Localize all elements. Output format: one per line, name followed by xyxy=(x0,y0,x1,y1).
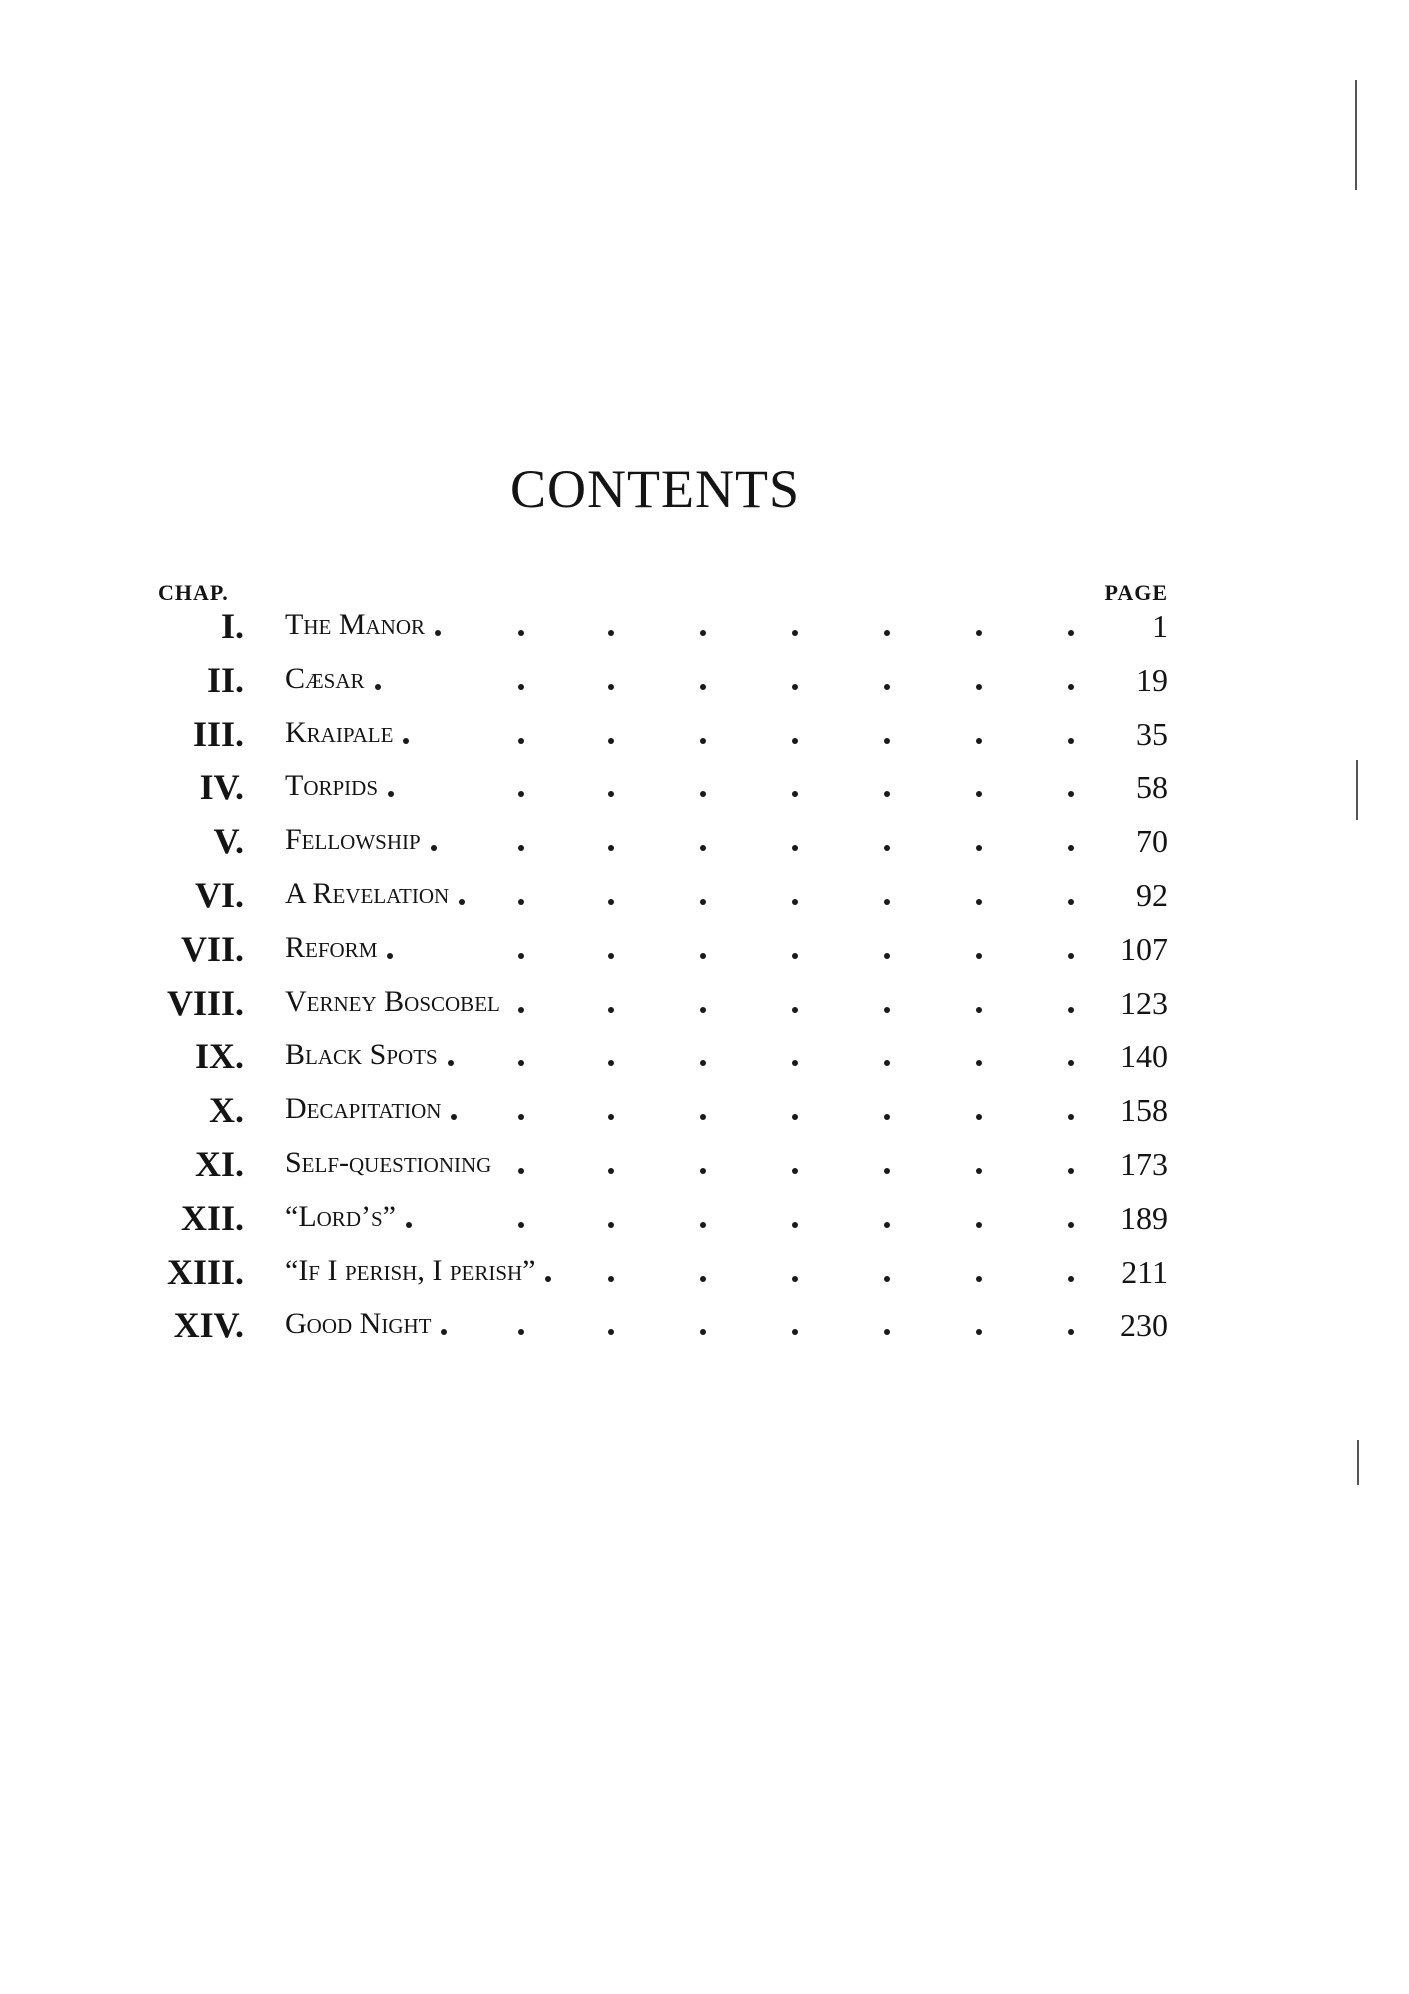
chapter-column-header: CHAP. xyxy=(158,580,229,605)
leader-dot xyxy=(976,738,982,744)
leader-dot xyxy=(459,899,465,905)
leader-dot xyxy=(884,1168,890,1174)
leader-dot xyxy=(884,684,890,690)
leader-dot xyxy=(884,791,890,797)
chapter-title: “Lord’s” xyxy=(285,1199,396,1233)
leader-dot xyxy=(406,1222,412,1228)
chapter-numeral: II. xyxy=(206,659,244,700)
leader-dot xyxy=(608,791,614,797)
leader-dot xyxy=(608,630,614,636)
toc-entry xyxy=(0,977,1409,1031)
leader-dot xyxy=(435,630,441,636)
leader-dot xyxy=(884,899,890,905)
chapter-title: The Manor xyxy=(285,608,425,641)
leader-dot xyxy=(431,845,437,851)
page-column-header: PAGE xyxy=(1104,580,1168,605)
leader-dot xyxy=(518,1222,524,1228)
leader-dot xyxy=(1068,1060,1074,1066)
leader-dot xyxy=(884,1276,890,1282)
leader-dot xyxy=(1068,1007,1074,1013)
leader-dot xyxy=(388,791,394,797)
leader-dot xyxy=(700,1007,706,1013)
chapter-page-number: 35 xyxy=(1136,715,1168,752)
chapter-title: Cæsar xyxy=(285,661,365,695)
chapter-title: Good Night xyxy=(285,1307,432,1341)
leader-dot xyxy=(545,1276,551,1282)
leader-dot xyxy=(884,953,890,959)
leader-dot xyxy=(792,899,798,905)
toc-entry xyxy=(0,1299,1409,1353)
toc-entry xyxy=(0,1084,1409,1138)
chapter-numeral: X. xyxy=(209,1090,244,1131)
scan-edge-mark xyxy=(1357,1440,1359,1485)
chapter-numeral: I. xyxy=(220,606,244,646)
leader-dot xyxy=(608,1276,614,1282)
chapter-numeral: VIII. xyxy=(166,982,244,1023)
chapter-page-number: 70 xyxy=(1136,823,1168,860)
leader-dot xyxy=(976,1007,982,1013)
leader-dot xyxy=(518,1168,524,1174)
leader-dot xyxy=(518,953,524,959)
leader-dot xyxy=(518,684,524,690)
toc-entry xyxy=(0,761,1409,815)
leader-dot xyxy=(792,630,798,636)
leader-dot xyxy=(700,1168,706,1174)
leader-dot xyxy=(608,1168,614,1174)
chapter-numeral: IV. xyxy=(199,767,244,808)
leader-dot xyxy=(518,1060,524,1066)
leader-dot xyxy=(884,1007,890,1013)
leader-dot xyxy=(884,1329,890,1335)
leader-dot xyxy=(608,899,614,905)
chapter-numeral: IX. xyxy=(194,1036,244,1077)
chapter-title: Verney Boscobel xyxy=(285,984,500,1018)
leader-dot xyxy=(608,845,614,851)
leader-dot xyxy=(375,684,381,690)
leader-dot xyxy=(976,791,982,797)
chapter-numeral: VII. xyxy=(180,928,244,969)
leader-dot xyxy=(792,1007,798,1013)
toc-entry xyxy=(0,815,1409,869)
chapter-page-number: 158 xyxy=(1120,1092,1168,1129)
leader-dot xyxy=(792,791,798,797)
leader-dot xyxy=(976,684,982,690)
leader-dot xyxy=(792,845,798,851)
leader-dot xyxy=(700,1276,706,1282)
chapter-page-number: 173 xyxy=(1120,1145,1168,1182)
chapter-page-number: 140 xyxy=(1120,1038,1168,1075)
leader-dot xyxy=(884,1114,890,1120)
leader-dot xyxy=(884,845,890,851)
leader-dot xyxy=(608,1007,614,1013)
chapter-page-number: 189 xyxy=(1120,1199,1168,1236)
leader-dot xyxy=(976,899,982,905)
chapter-title: Kraipale xyxy=(285,715,394,749)
scan-edge-mark xyxy=(1355,80,1357,190)
leader-dot xyxy=(608,1222,614,1228)
leader-dot xyxy=(1068,1276,1074,1282)
chapter-title: Reform xyxy=(285,930,378,964)
leader-dot xyxy=(1068,899,1074,905)
leader-dot xyxy=(1068,684,1074,690)
leader-dot xyxy=(700,1222,706,1228)
toc-entry xyxy=(0,600,1409,654)
leader-dot xyxy=(518,630,524,636)
leader-dot xyxy=(976,1060,982,1066)
chapter-numeral: VI. xyxy=(194,874,244,915)
chapter-title: Torpids xyxy=(285,769,379,803)
chapter-numeral: XIV. xyxy=(173,1305,244,1346)
leader-dot xyxy=(700,1329,706,1335)
leader-dot xyxy=(976,1222,982,1228)
scan-edge-mark xyxy=(1356,760,1358,820)
chapter-numeral: V. xyxy=(213,821,244,862)
leader-dot xyxy=(976,1329,982,1335)
leader-dot xyxy=(792,1329,798,1335)
chapter-numeral: XI. xyxy=(194,1143,244,1184)
toc-entry xyxy=(0,923,1409,977)
leader-dot xyxy=(700,738,706,744)
leader-dot xyxy=(884,1060,890,1066)
leader-dot xyxy=(1068,1222,1074,1228)
toc-entry xyxy=(0,1030,1409,1084)
leader-dot xyxy=(700,630,706,636)
leader-dot xyxy=(387,953,393,959)
leader-dot xyxy=(792,738,798,744)
leader-dot xyxy=(608,1114,614,1120)
toc-entry xyxy=(0,708,1409,762)
chapter-title: “If I perish, I perish” xyxy=(285,1253,536,1287)
toc-entry xyxy=(0,1138,1409,1192)
table-of-contents xyxy=(0,600,1409,1353)
leader-dot xyxy=(518,1329,524,1335)
leader-dot xyxy=(451,1114,457,1120)
chapter-page-number: 107 xyxy=(1120,930,1168,967)
leader-dot xyxy=(608,738,614,744)
leader-dot xyxy=(608,684,614,690)
chapter-page-number: 19 xyxy=(1136,661,1168,698)
chapter-title: Decapitation xyxy=(285,1092,442,1126)
leader-dot xyxy=(608,953,614,959)
leader-dot xyxy=(1068,845,1074,851)
chapter-page-number: 211 xyxy=(1121,1253,1168,1290)
leader-dot xyxy=(976,845,982,851)
leader-dot xyxy=(1068,791,1074,797)
chapter-page-number: 230 xyxy=(1120,1307,1168,1344)
leader-dot xyxy=(1068,1168,1074,1174)
leader-dot xyxy=(976,953,982,959)
leader-dot xyxy=(792,1168,798,1174)
leader-dot xyxy=(1068,953,1074,959)
chapter-title: A Revelation xyxy=(285,876,450,910)
leader-dot xyxy=(518,845,524,851)
leader-dot xyxy=(1068,738,1074,744)
leader-dot xyxy=(792,1222,798,1228)
leader-dot xyxy=(518,1114,524,1120)
leader-dot xyxy=(518,738,524,744)
chapter-numeral: XIII. xyxy=(166,1251,244,1292)
chapter-page-number: 123 xyxy=(1120,984,1168,1021)
leader-dot xyxy=(608,1329,614,1335)
chapter-title: Black Spots xyxy=(285,1038,438,1072)
leader-dot xyxy=(700,953,706,959)
leader-dot xyxy=(403,738,409,744)
leader-dot xyxy=(976,1114,982,1120)
chapter-numeral: XII. xyxy=(180,1197,244,1238)
chapter-page-number: 58 xyxy=(1136,769,1168,806)
leader-dot xyxy=(884,1222,890,1228)
leader-dot xyxy=(792,953,798,959)
chapter-numeral: III. xyxy=(192,713,244,754)
toc-entry xyxy=(0,1246,1409,1300)
chapter-page-number: 1 xyxy=(1152,608,1168,644)
leader-dot xyxy=(518,1007,524,1013)
toc-entry xyxy=(0,869,1409,923)
leader-dot xyxy=(1068,1114,1074,1120)
leader-dot xyxy=(608,1060,614,1066)
leader-dot xyxy=(700,791,706,797)
chapter-page-number: 92 xyxy=(1136,876,1168,913)
leader-dot xyxy=(976,630,982,636)
leader-dot xyxy=(976,1276,982,1282)
leader-dot xyxy=(792,1276,798,1282)
page-title: CONTENTS xyxy=(510,459,800,519)
chapter-title: Self-questioning xyxy=(285,1145,492,1179)
leader-dot xyxy=(700,1114,706,1120)
leader-dot xyxy=(792,1060,798,1066)
leader-dot xyxy=(976,1168,982,1174)
leader-dot xyxy=(518,791,524,797)
leader-dot xyxy=(884,738,890,744)
leader-dot xyxy=(441,1329,447,1335)
leader-dot xyxy=(1068,630,1074,636)
leader-dot xyxy=(700,899,706,905)
toc-entry xyxy=(0,1192,1409,1246)
leader-dot xyxy=(700,684,706,690)
leader-dot xyxy=(700,845,706,851)
leader-dot xyxy=(792,684,798,690)
leader-dot xyxy=(792,1114,798,1120)
leader-dot xyxy=(448,1060,454,1066)
leader-dot xyxy=(884,630,890,636)
leader-dot xyxy=(518,899,524,905)
toc-entry xyxy=(0,654,1409,708)
chapter-title: Fellowship xyxy=(285,823,421,857)
leader-dot xyxy=(700,1060,706,1066)
leader-dot xyxy=(1068,1329,1074,1335)
